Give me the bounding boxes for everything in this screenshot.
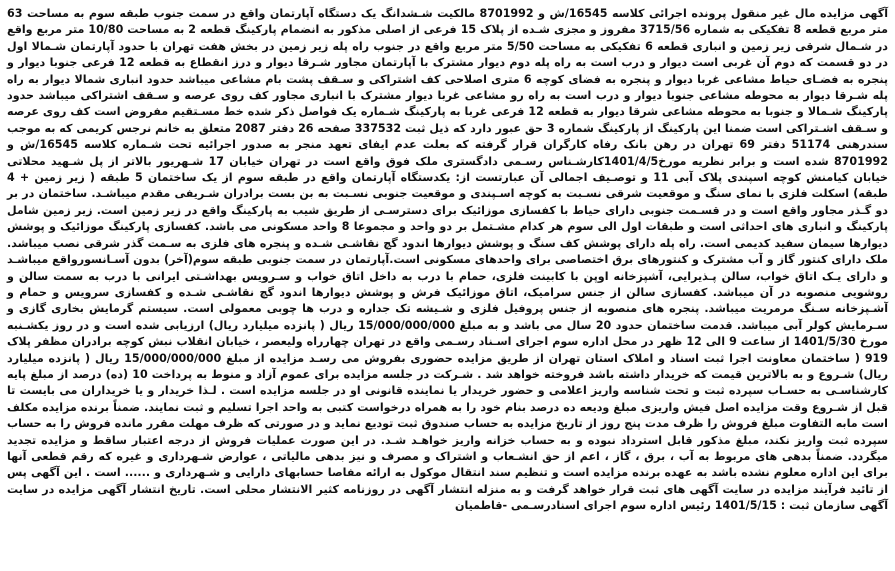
auction-notice-text: آگهی مزایده مال غیر منقول پرونده اجرائی کلاسه 16545/ش و 8701992 مالکیت شـشدانگ یک دستگاه آپارتمان واقع در سمت جنوب طبقه سوم به مساحت 63 متر مربع قطعه 8 تفکیکی به شماره 3715/56 مفروز و مجزی شـده از پلاک 15 فرعی از اصلی مذکور به انضمام پارکینگ قطعه 2 به مساحت 10/80 متر مربع واقع در شـمال شرقی زیر زمین و انباری قطعه 6 تفکیکی به مساحت 5/50 متر مربع واقع در جنوب راه پله زیر زمین در بخش هفت تهران با حدود آپارتمان شـمالا اول در دو قسمت که دوم آن غربی است دیوار و درب است به راه پله دوم دیوار مشترک با آپارتمان مجاور شـرقا دیوار و درز انقطاع به قطعه 12 فرعی جنوبا دیوار و پنجره به فضـای حیاط مشاعی غربا دیوار و پنجره به فضای کوچه 6 متری اصلاحی کف اشتراکی و سـقف پشت بام مشاعی میباشد حدود انباری شمالا دیوار به راه پله شـرقا دیوار به محوطه مشاعی جنوبا دیوار و درب است به راه رو مشاعی غربا دیوار مشترک با انباری مجاور کف روی عرصه و سـقف اشتراکی میباشد حدود پارکینگ شـمالا و جنوبا به محوطه مشاعی شرقا دیوار به قطعه 12 فرعی غربا به پارکینگ شـماره یک فواصل ذکر شده خط مسـتقیم مفروض است کف روی عرصه و سـقف اشـتراکی است ضمنا این پارکینگ از پارکینگ شماره 3 حق عبور دارد که ذیل ثبت 337532 صفحه 26 دفتر 2087 متعلق به خانم نرجس کریمی که به موجب سندرهنی 51174 دفتر 69 تهران در رهن بانک رفاه کارگران قرار گرفته که بعلت عدم ایفای تعهد منجر به صدور اجرائیه تحت شـماره کلاسه 16545/ش و 8701992 شده است و برابر نظریه مورخ1401/4/5کارشـناس رسـمی دادگستری ملک فوق واقع است در تهران خیابان 17 شـهریور بالاتر از پل شـهید محلاتی خیابان کیامنش کوچه اسپندی پلاک آبی 11 و توصـیف اجمالی آن عبارتست از: یکدستگاه آپارتمان واقع در طبقه سوم از یک ساختمان 5 طبقه ( زیر زمین + 4 طبقه) اسکلت فلزی با نمای سنگ و موقعیت شرقی نسـبت به کوچه اسـپندی و موقعیت جنوبی نسـبت به بن بست برادران شـریفی مقدم میباشـد. ساختمان در بر دو گـذر مجاور واقع است و در قسـمت جنوبی دارای حیاط با کفسازی موزائیک برای دسترسـی از طریق شیب به پارکینگ واقع در زیر زمین است. زیر زمین شامل پارکینگ و انباری های احداثی است و طبقات اول الی سوم هر کدام مشـتمل بر دو واحد و مجموعا 8 واحد مسکونی می باشد. کفسازی پارکینگ موزائیک و پوشش دیوارها سیمان سفید کدیمی است. راه پله دارای پوشش کف سنگ و پوشش دیوارها اندود گچ نقاشـی شـده و پنجره های فلزی به سـمت گذر شرقی نصب میباشد. ملک دارای کنتور گاز و آب مشترک و کنتورهای برق اختصاصی برای واحدهای مسکونی است.آپارتمان در سمت جنوبی طبقه سوم(آخر) بدون آسـانسورواقع میباشـد و دارای یـک اتاق خواب، سالن پـذیرایی، آشپزخانه اوپن با کابینت فلزی، حمام با درب به داخل اتاق خواب و سـرویس بهداشـتی ایرانی با درب به سمت سالن و روشویی منصوبه در آن میباشد. کفسازی سالن از جنس سرامیک، اتاق موزائیک فرش و پوشش دیوارها اندود گچ نقاشـی شـده و کفسازی سرویس و حمام و آشـپزخانه سـنگ مرمریت میباشد. پنجره های منصوبه از جنس پروفیل فلزی و شـیشه تک جداره و درب ها چوبی معمولی است. سیستم گرمایش بخاری گازی و سـرمایش کولر آبی میباشد. قدمت ساختمان حدود 20 سال می باشد و به مبلغ 15/000/000/000 ریال ( پانزده میلیارد ریال) ارزیابی شده است و در روز یکشـنبه مورخ 1401/5/30 از ساعت 9 الی 12 ظهر در محل اداره سوم اجرای اسـناد رسـمی واقع در تهران چهارراه ولیعصر ، خیابان انقلاب نبش کوچه برادران مظفر پلاک 919 ( ساختمان معاونت اجرا ثبت اسناد و املاک استان تهران از طریق مزایده حضوری بفروش می رسـد مزایده از مبلغ 15/000/000/000 ریال ( پانزده میلیارد ریال) شـروع و به بالاترین قیمت که خریدار داشته باشد فروخته خواهد شد . شـرکت در جلسه مزایده برای عموم آزاد و منوط به پرداخت 10 (ده) درصد از مبلغ پایه کارشناسـی به حسـاب سپرده ثبت و تحت شناسه واریز اعلامی و حضور خریدار یا نماینده قانونی او در جلسه مزایده است . لـذا خریدار و یا خریداران می بایست تا قبل از شـروع وقت مزایده اصل فیش واریزی مبلغ ودیعه ده درصد بنام خود را به همراه درخواست کتبی به واحد اجرا تسلیم و ثبت نمایند. ضمناً برنده مزایده مکلف است مابه التفاوت مبلغ فروش را ظرف مدت پنج روز از تاریخ مزایده به حساب صندوق ثبت تودیع نماید و در صورتی که ظرف مهلت مقرر مانده فروش را به حساب سپرده ثبت واریز نکند، مبلغ مذکور قابل استرداد نبوده و به حساب خزانه واریز خواهـد شـد. در این صورت عملیات فروش از درجه اعتبار ساقط و مزایده تجدید میگردد. ضمناً بدهی های مربوط به آب ، برق ، گاز ، اعم از حق انشـعاب و اشتراک و مصرف و نیز بدهی مالیاتی ، عوارض شـهرداری و غیره که رقم قطعی آنها برای این اداره معلوم نشده باشد به عهده برنده مزایده است و تنظیم سند انتقال موکول به ارائه مفاصا حسابهای دارایی و شـهرداری و ...... است . این آگهی پس از تائید فرآیند مزایده در سایت آگهی های ثبت قرار خواهد گرفت و به منزله انتشار آگهی در روزنامه کثیر الانتشار محلی است. تاریخ انتشار آگهی مزایده در سایت آگهی سازمان ثبت : 1401/5/15 رئیس اداره سوم اجرای اسنادرسـمی -قاطمیان [7, 7, 889, 513]
